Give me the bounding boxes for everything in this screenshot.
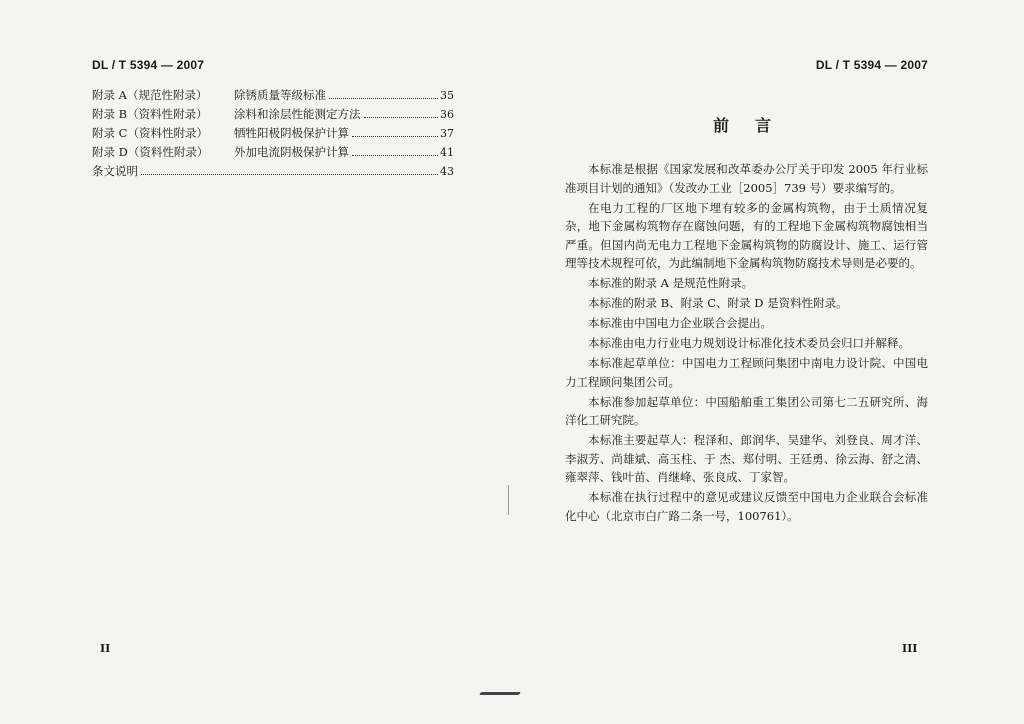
page-number: III (902, 642, 918, 655)
binding-mark (508, 485, 509, 515)
header-standard-code: DL / T 5394 — 2007 (815, 58, 928, 72)
toc-entry-title: 外加电流阴极保护计算 (234, 145, 349, 159)
toc-entry-title: 涂料和涂层性能测定方法 (234, 107, 361, 121)
toc-page-number: 43 (440, 165, 454, 178)
toc-row[interactable] (92, 143, 454, 162)
foreword-title: 前言 (713, 116, 798, 135)
paragraph: 本标准参加起草单位：中国船舶重工集团公司第七二五研究所、海洋化工研究院。 (565, 394, 928, 427)
foreword-body (565, 160, 928, 527)
toc-leader-dots (141, 174, 438, 175)
toc-appendix-label: 附录 D（资料性附录） (92, 145, 209, 159)
toc-leader-dots (329, 98, 438, 99)
toc-entry-title: 条文说明 (92, 164, 138, 178)
toc-page-number: 35 (440, 89, 454, 102)
toc-appendix-label: 附录 A（规范性附录） (92, 88, 208, 102)
header-standard-code: DL / T 5394 — 2007 (92, 58, 205, 72)
right-page (512, 0, 1024, 724)
paragraph: 本标准在执行过程中的意见或建议反馈至中国电力企业联合会标准化中心（北京市白广路二条一号，100761）。 (565, 490, 928, 523)
toc-appendix-label: 附录 B（资料性附录） (92, 107, 208, 121)
paragraph: 本标准是根据《国家发展和改革委办公厅关于印发 2005 年行业标准项目计划的通知》（发改办工业［2005］739 号）要求编写的。 (565, 162, 928, 195)
toc-appendix-label: 附录 C（资料性附录） (92, 126, 208, 140)
paragraph: 本标准由中国电力企业联合会提出。 (588, 316, 772, 330)
toc-row[interactable] (92, 86, 454, 105)
toc-page-number: 41 (440, 146, 454, 159)
paragraph: 本标准的附录 B、附录 C、附录 D 是资料性附录。 (588, 296, 848, 310)
page-number: II (100, 642, 111, 655)
toc-row-notes[interactable] (92, 162, 454, 181)
toc-leader-dots (352, 136, 438, 137)
toc-row[interactable] (92, 105, 454, 124)
paragraph: 本标准由电力行业电力规划设计标准化技术委员会归口并解释。 (588, 336, 910, 350)
toc-leader-dots (352, 155, 438, 156)
toc-page-number: 37 (440, 127, 454, 140)
table-of-contents (92, 86, 454, 181)
paragraph: 在电力工程的厂区地下埋有较多的金属构筑物，由于土质情况复杂，地下金属构筑物存在腐蚀问题，有的工程地下金属构筑物腐蚀相当严重。但国内尚无电力工程地下金属构筑物的防腐设计、施工、运行管理等技术规程可依，为此编制地下金属构筑物防腐技术导则是必要的。 (565, 200, 928, 270)
paragraph: 本标准起草单位：中国电力工程顾问集团中南电力设计院、中国电力工程顾问集团公司。 (565, 356, 928, 389)
toc-entry-title: 牺牲阳极阴极保护计算 (234, 126, 349, 140)
paragraph: 本标准主要起草人：程泽和、郎润华、吴建华、刘登良、周才洋、李淑芳、尚雄斌、高玉柱、于 杰、郑付明、王廷勇、徐云海、舒之清、雍翠萍、钱叶苗、肖继峰、张良成、丁家智。 (565, 433, 928, 484)
toc-row[interactable] (92, 124, 454, 143)
toc-page-number: 36 (440, 108, 454, 121)
toc-entry-title: 除锈质量等级标准 (234, 88, 326, 102)
scan-smudge (479, 692, 521, 695)
paragraph: 本标准的附录 A 是规范性附录。 (588, 276, 754, 290)
toc-leader-dots (364, 117, 439, 118)
